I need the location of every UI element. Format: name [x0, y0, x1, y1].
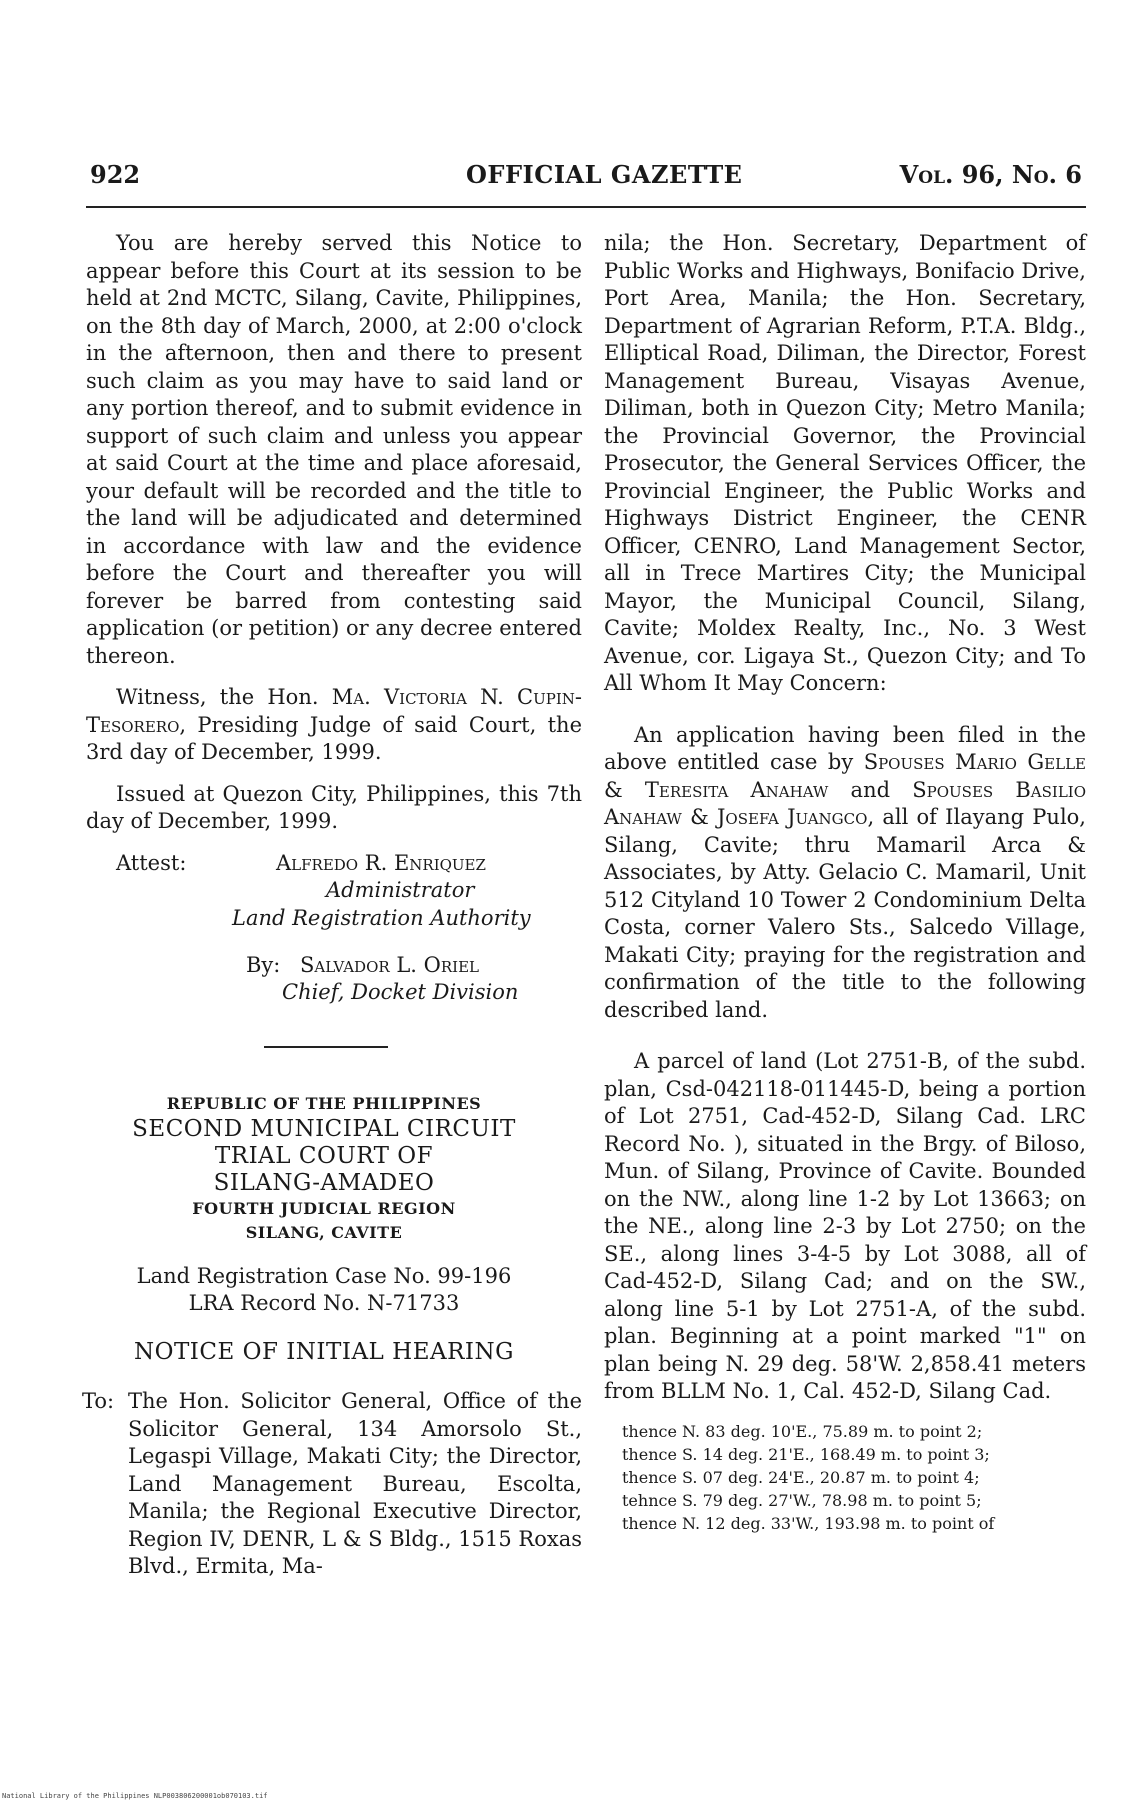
header-rule — [86, 206, 1086, 208]
application-post: , all of Ilayang Pulo, Silang, Cavite; thru Mamaril Arca & Associates, by Atty. Gelacio C. Mamaril, Unit 512 Cityland 10 Tower 2 Condominium Delta Costa, corner Valero Sts., Salcedo Village, Makati City; praying for the registration and confirmation of the title to the following described land. — [604, 805, 1086, 1022]
survey-line: thence N. 83 deg. 10'E., 75.89 m. to point 2; — [622, 1421, 983, 1441]
addressees-continued: nila; the Hon. Secretary, Department of Public Works and Highways, Bonifacio Drive, Port Area, Manila; the Hon. Secretary, Department of Agrarian Reform, P.T.A. Bldg., Elliptical Road, Diliman, the Director, Forest Management Bureau, Visayas Avenue, Diliman, both in Quezon City; Metro Manila; the Provincial Governor, the Provincial Prosecutor, the General Services Officer, the Provincial Engineer, the Public Works and Highways District Engineer, the CENR Officer, CENRO, Land Management Sector, all in Trece Martires City; the Municipal Mayor, the Municipal Council, Silang, Cavite; Moldex Realty, Inc., No. 3 West Avenue, cor. Ligaya St., Quezon City; and To All Whom It May Concern: — [604, 231, 1086, 695]
survey-line: thence S. 07 deg. 24'E., 20.87 m. to point 4; — [622, 1467, 980, 1487]
attest-role: Administrator — [326, 877, 475, 902]
left-column — [82, 230, 582, 1581]
addressees — [82, 1388, 582, 1581]
court-name-1: SECOND MUNICIPAL CIRCUIT — [132, 1115, 516, 1142]
lra-record: LRA Record No. N-71733 — [188, 1290, 460, 1315]
survey-lines — [622, 1420, 1086, 1535]
court-name-3: SILANG-AMADEO — [213, 1169, 435, 1196]
survey-line: tehnce S. 79 deg. 27'W., 78.98 m. to point 5; — [622, 1490, 982, 1510]
scan-footer: National Library of the Philippines NLP003806200001ob070103.tif — [2, 1792, 268, 1800]
applicants-2: Spouses Basilio Anahaw & Josefa Juangco — [604, 777, 1087, 829]
notice-paragraph: You are hereby served this Notice to appear before this Court at its session to be held at 2nd MCTC, Silang, Cavite, Philippines, on the 8th day of March, 2000, at 2:00 o'clock in the afternoon, then and there to present such claim as you may have to said land or any portion thereof, and to submit evidence in support of such claim and unless you appear at said Court at the time and place aforesaid, your default will be recorded and the title to the land will be adjudicated and determined in accordance with law and the evidence before the Court and thereafter you will forever be barred from contesting said application (or petition) or any decree entered thereon. — [86, 231, 582, 668]
witness-post: , Presiding Judge of said Court, the 3rd day of December, 1999. — [86, 712, 582, 764]
attest-label: Attest: — [116, 850, 187, 875]
by-label: By: — [246, 952, 281, 977]
application-and: and — [828, 777, 913, 802]
section-divider — [264, 1046, 388, 1048]
issued-paragraph: Issued at Quezon City, Philippines, this 7th day of December, 1999. — [86, 781, 582, 833]
witness-paragraph — [86, 684, 582, 767]
survey-line: thence N. 12 deg. 33'W., 193.98 m. to point of — [622, 1513, 995, 1533]
parcel-description: A parcel of land (Lot 2751-B, of the subd. plan, Csd-042118-011445-D, being a portion of Lot 2751, Cad-452-D, Silang Cad. LRC Record No. ), situated in the Brgy. of Biloso, Mun. of Silang, Province of Cavite. Bounded on the NW., along line 1-2 by Lot 13663; on the NE., along line 2-3 by Lot 2750; on the SE., along lines 3-4-5 by Lot 3088, all of Cad-452-D, Silang Cad; and on the SW., along line 5-1 by Lot 2751-A, of the subd. plan. Beginning at a point marked "1" on plan being N. 29 deg. 58'W. 2,858.41 meters from BLLM No. 1, Cal. 452-D, Silang Cad. — [604, 1049, 1086, 1403]
court-republic: REPUBLIC OF THE PHILIPPINES — [166, 1093, 482, 1113]
court-name-2: TRIAL COURT OF — [214, 1142, 434, 1169]
volume-number: Vol. 96, No. 6 — [899, 160, 1082, 189]
case-numbers — [66, 1263, 582, 1317]
page-header — [86, 160, 1086, 200]
attest-name: Alfredo R. Enriquez — [276, 850, 486, 875]
right-column — [604, 230, 1086, 1535]
page-number: 922 — [90, 160, 141, 189]
judge-name: Ma. Victoria N. Cupin-Tesorero — [86, 685, 582, 737]
court-region: FOURTH JUDICIAL REGION — [192, 1198, 456, 1218]
addressee-text: The Hon. Solicitor General, Office of the Solicitor General, 134 Amorsolo St., Legaspi Village, Makati City; the Director, Land Management Bureau, Escolta, Manila; the Regional Executive Director, Region IV, DENR, L & S Bldg., 1515 Roxas Blvd., Ermita, Ma- — [128, 1389, 582, 1578]
survey-line: thence S. 14 deg. 21'E., 168.49 m. to point 3; — [622, 1444, 990, 1464]
by-role: Chief, Docket Division — [282, 979, 519, 1004]
by-name: Salvador L. Oriel — [300, 952, 479, 977]
applicants-1: Spouses Mario Gelle & Teresita Anahaw — [604, 750, 1087, 802]
notice-title: NOTICE OF INITIAL HEARING — [133, 1338, 514, 1365]
publication-title: OFFICIAL GAZETTE — [466, 160, 743, 189]
application-paragraph — [604, 722, 1086, 1025]
court-location: SILANG, CAVITE — [245, 1222, 403, 1242]
case-number: Land Registration Case No. 99-196 — [136, 1263, 512, 1288]
attestation-block — [86, 850, 582, 1010]
court-heading — [66, 1092, 582, 1245]
application-pre: An application having been filed in the above entitled case by — [604, 722, 1086, 774]
witness-pre: Witness, the Hon. — [116, 685, 332, 709]
to-label: To: — [82, 1389, 115, 1413]
attest-agency: Land Registration Authority — [232, 905, 531, 930]
